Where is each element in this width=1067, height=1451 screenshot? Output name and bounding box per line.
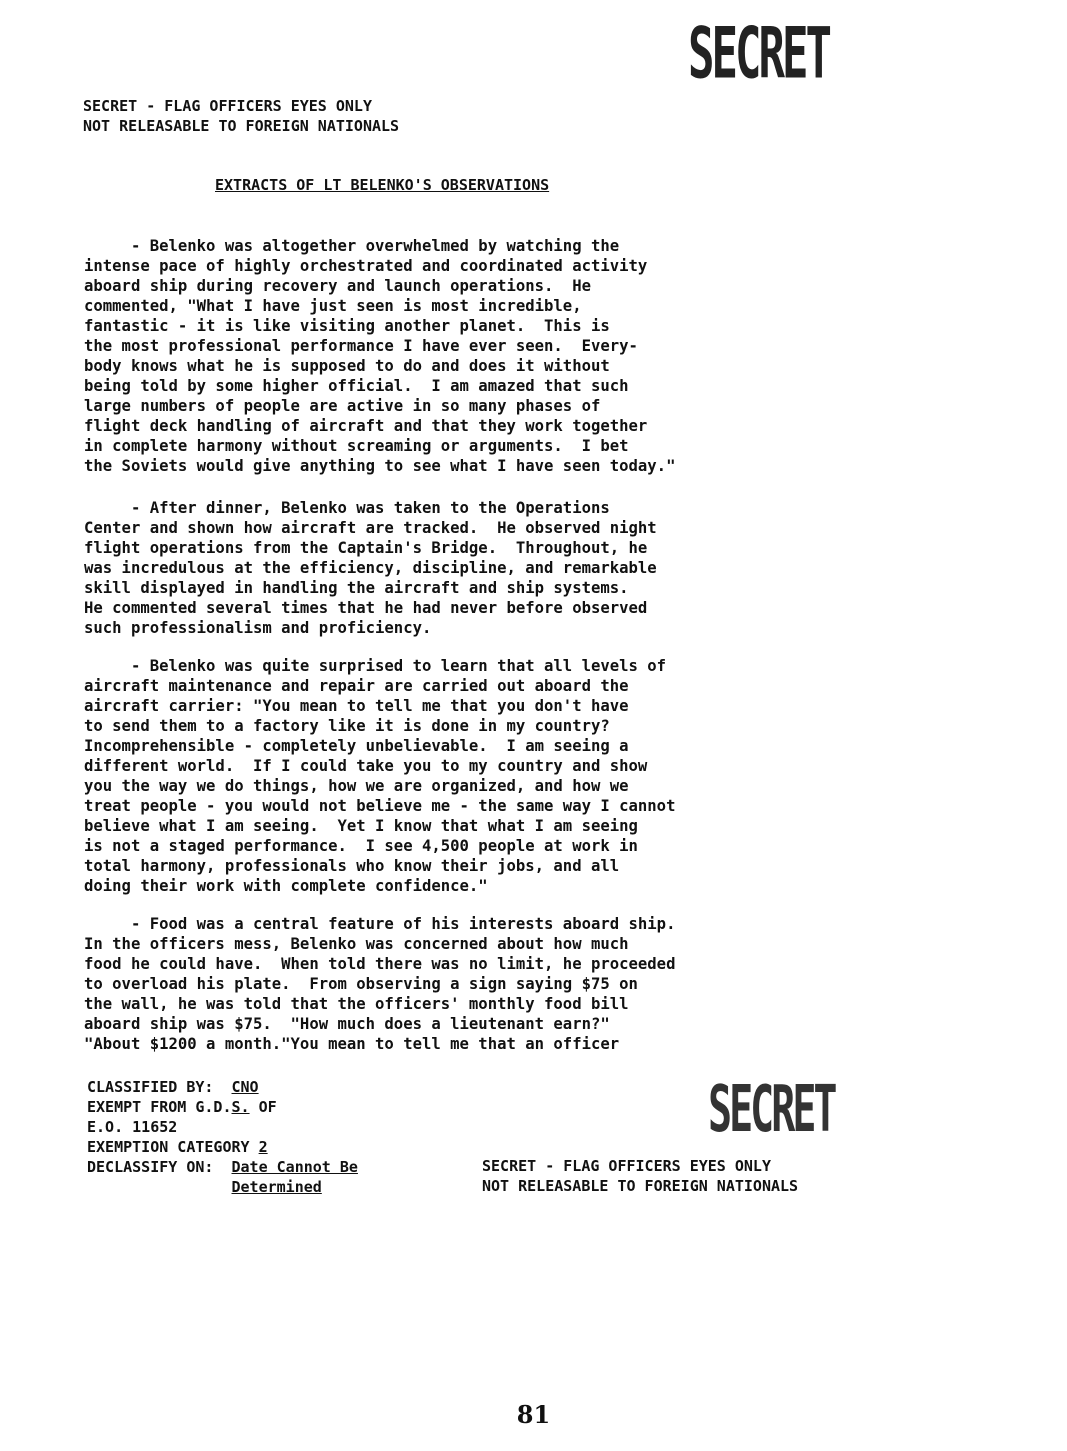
footer-line-2: NOT RELEASABLE TO FOREIGN NATIONALS: [482, 1177, 799, 1195]
document-title: EXTRACTS OF LT BELENKO'S OBSERVATIONS: [215, 176, 550, 194]
secret-stamp-top: SECRET: [688, 13, 829, 96]
footer-line-1: SECRET - FLAG OFFICERS EYES ONLY: [482, 1157, 771, 1175]
classified-by-label: CLASSIFIED BY:: [87, 1078, 214, 1096]
paragraph-3: - Belenko was quite surprised to learn that all levels of aircraft maintenance and repair are carried out aboard the aircraft carrier: "You mean to tell me that you don't have to send them to a factory like it is done in my country? Incomprehensible - completely unbelievable. I am seeing a different world. If I could take you to my country and show you the way we do things, how we are organized, and how we treat people - you would not believe me - the same way I cannot believe what I am seeing. Yet I know that what I am seeing is not a staged performance. I see 4,500 people at work in total harmony, professionals who know their jobs, and all doing their work with complete confidence.": [84, 657, 676, 895]
paragraph-2: - After dinner, Belenko was taken to the Operations Center and shown how aircraft are tracked. He observed night flight operations from the Captain's Bridge. Throughout, he was incredulous at the efficiency, discipline, and remarkable skill displayed in handling the aircraft and ship systems. He commented several times that he had never before observed such professionalism and proficiency.: [84, 499, 657, 637]
classified-by-value: CNO: [231, 1078, 259, 1096]
declassify-line-2: Determined: [231, 1178, 322, 1196]
exempt-suffix: OF: [249, 1098, 277, 1116]
header-line-1: SECRET - FLAG OFFICERS EYES ONLY: [83, 97, 372, 115]
declassify-label: DECLASSIFY ON:: [87, 1158, 214, 1176]
exempt-label: EXEMPT FROM G.D.: [87, 1098, 232, 1116]
declassify-line-1: Date Cannot Be: [231, 1158, 358, 1176]
exemption-category-value: 2: [258, 1138, 268, 1156]
classification-header: [83, 96, 399, 136]
classification-footer: [482, 1156, 798, 1196]
paragraph-1: - Belenko was altogether overwhelmed by watching the intense pace of highly orchestrated and coordinated activity aboard ship during recovery and launch operations. He commented, "What I have just seen is most incredible, fantastic - it is like visiting another planet. This is the most professional performance I have ever seen. Every- body knows what he is supposed to do and does it without being told by some higher official. I am amazed that such large numbers of people are active in so many phases of flight deck handling of aircraft and that they work together in complete harmony without screaming or arguments. I bet the Soviets would give anything to see what I have seen today.": [84, 237, 676, 475]
eo-number: E.O. 11652: [87, 1118, 178, 1136]
paragraph-4: - Food was a central feature of his interests aboard ship. In the officers mess, Belenko was concerned about how much food he could have. When told there was no limit, he proceeded to overload his plate. From observing a sign saying $75 on the wall, he was told that the officers' monthly food bill aboard ship was $75. "How much does a lieutenant earn?" "About $1200 a month."You mean to tell me that an officer: [84, 915, 676, 1053]
page-number: 81: [516, 1400, 551, 1429]
header-line-2: NOT RELEASABLE TO FOREIGN NATIONALS: [83, 117, 400, 135]
secret-stamp-bottom: SECRET: [708, 1073, 835, 1147]
classification-block: [87, 1077, 358, 1197]
exempt-value: S.: [231, 1098, 250, 1116]
exemption-category-label: EXEMPTION CATEGORY: [87, 1138, 250, 1156]
